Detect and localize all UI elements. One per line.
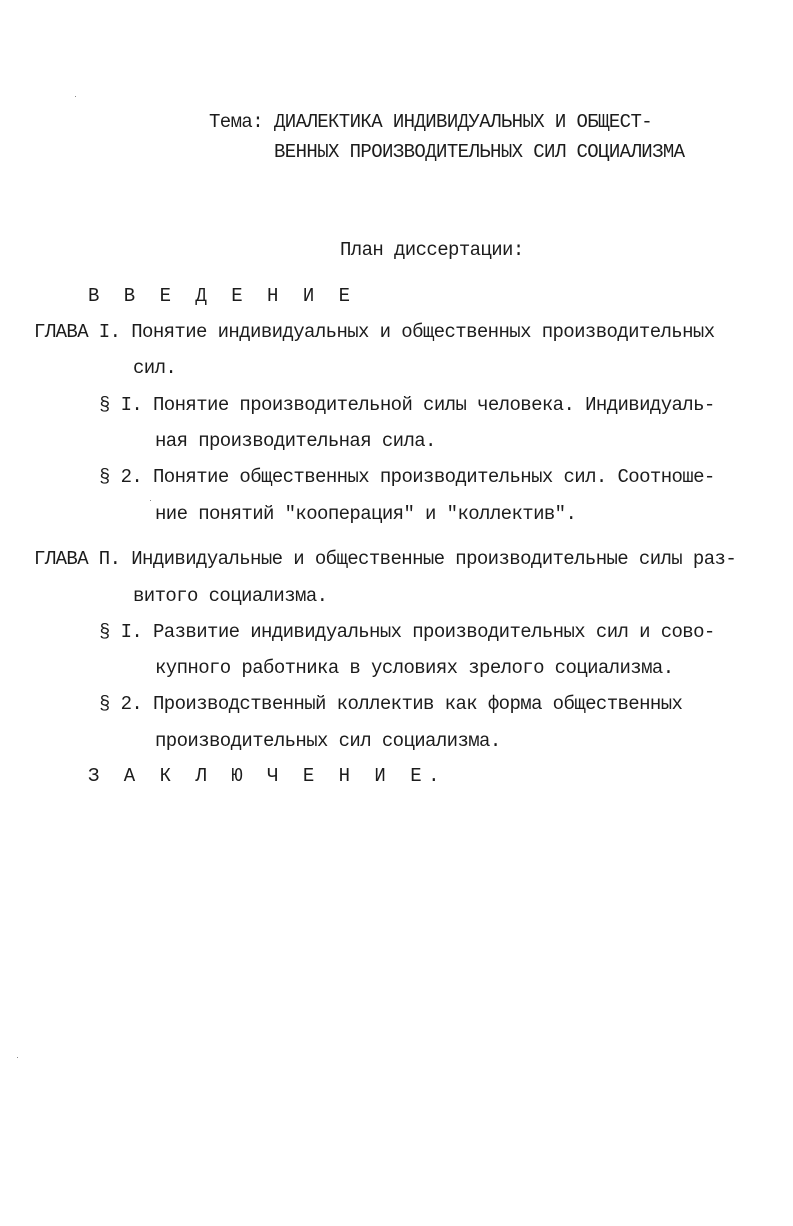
chapter-2-heading-cont: витого социализма.	[133, 585, 328, 607]
chapter-1-section-1-cont: ная производительная сила.	[155, 430, 436, 452]
scan-speck	[17, 1057, 18, 1058]
chapter-2-section-1: § I. Развитие индивидуальных производительных сил и сово-	[99, 621, 715, 643]
chapter-1-heading-cont: сил.	[133, 357, 177, 379]
chapter-1-heading: ГЛАВА I. Понятие индивидуальных и общественных производительных	[34, 321, 715, 343]
chapter-1-section-2: § 2. Понятие общественных производительных сил. Соотноше-	[99, 466, 715, 488]
topic-title-line-2: ВЕННЫХ ПРОИЗВОДИТЕЛЬНЫХ СИЛ СОЦИАЛИЗМА	[274, 141, 685, 163]
topic-title-line-1: ДИАЛЕКТИКА ИНДИВИДУАЛЬНЫХ И ОБЩЕСТ-	[274, 111, 653, 133]
chapter-2-section-2-cont: производительных сил социализма.	[155, 730, 501, 752]
topic-label: Тема:	[209, 111, 264, 133]
introduction-heading: В В Е Д Е Н И Е	[88, 285, 357, 307]
chapter-2-heading: ГЛАВА П. Индивидуальные и общественные производительные силы раз-	[34, 548, 737, 570]
scan-speck	[150, 500, 151, 501]
conclusion-heading: З А К Л Ю Ч Е Н И Е.	[88, 765, 447, 787]
chapter-2-section-1-cont: купного работника в условиях зрелого социализма.	[155, 657, 674, 679]
plan-heading: План диссертации:	[340, 239, 524, 261]
chapter-1-section-1: § I. Понятие производительной силы человека. Индивидуаль-	[99, 394, 715, 416]
scan-speck	[75, 96, 76, 97]
chapter-1-section-2-cont: ние понятий "кооперация" и "коллектив".	[155, 503, 577, 525]
chapter-2-section-2: § 2. Производственный коллектив как форма общественных	[99, 693, 683, 715]
